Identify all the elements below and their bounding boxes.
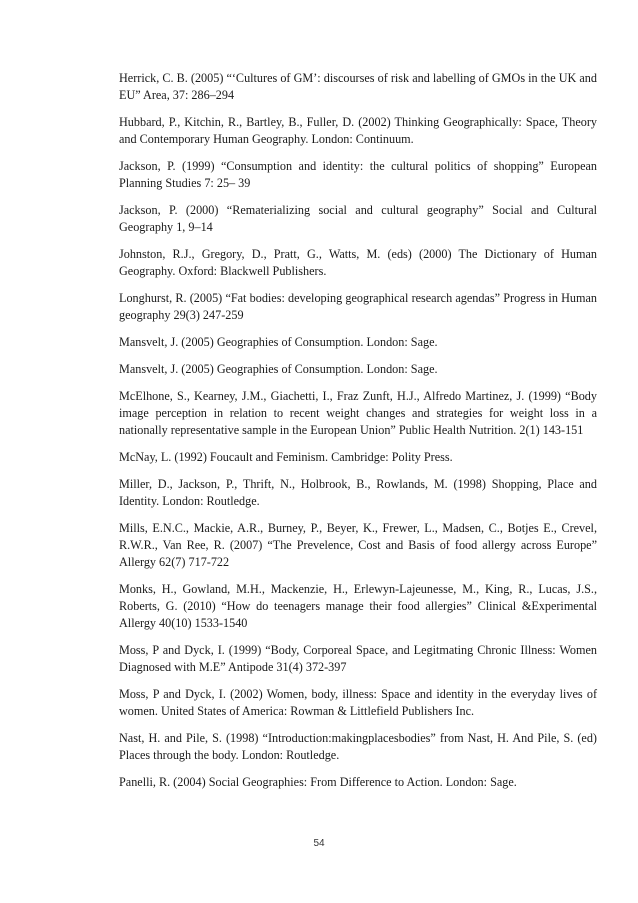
reference-entry: Hubbard, P., Kitchin, R., Bartley, B., Fuller, D. (2002) Thinking Geographically: Space, Theory and Contemporary Human Geography. London: Continuum. — [119, 115, 597, 146]
reference-entry: Jackson, P. (1999) “Consumption and identity: the cultural politics of shopping” European Planning Studies 7: 25– 39 — [119, 159, 597, 190]
reference-entry: Moss, P and Dyck, I. (2002) Women, body, illness: Space and identity in the everyday lives of women. United States of America: Rowman & Littlefield Publishers Inc. — [119, 687, 597, 718]
reference-entry: Mills, E.N.C., Mackie, A.R., Burney, P., Beyer, K., Frewer, L., Madsen, C., Botjes E., Crevel, R.W.R., Van Ree, R. (2007) “The Prevelence, Cost and Basis of food allergy across Europe” Allergy 62(7) 717-722 — [119, 521, 597, 569]
page-number: 54 — [313, 838, 325, 849]
reference-entry: Herrick, C. B. (2005) “‘Cultures of GM’: discourses of risk and labelling of GMOs in the UK and EU” Area, 37: 286–294 — [119, 71, 597, 102]
reference-entry: Nast, H. and Pile, S. (1998) “Introduction:makingplacesbodies” from Nast, H. And Pile, S. (ed) Places through the body. London: Routledge. — [119, 731, 597, 762]
reference-entry: Moss, P and Dyck, I. (1999) “Body, Corporeal Space, and Legitmating Chronic Illness: Women Diagnosed with M.E” Antipode 31(4) 372-397 — [119, 643, 597, 674]
reference-entry: Jackson, P. (2000) “Rematerializing social and cultural geography” Social and Cultural Geography 1, 9–14 — [119, 203, 597, 234]
reference-list — [119, 70, 597, 801]
reference-entry: McNay, L. (1992) Foucault and Feminism. Cambridge: Polity Press. — [119, 450, 453, 464]
reference-entry: Mansvelt, J. (2005) Geographies of Consumption. London: Sage. — [119, 362, 438, 376]
reference-entry: Monks, H., Gowland, M.H., Mackenzie, H., Erlewyn-Lajeunesse, M., King, R., Lucas, J.S., Roberts, G. (2010) “How do teenagers manage their food allergies” Clinical &Experimental Allergy 40(10) 1533-1540 — [119, 582, 597, 630]
reference-entry: Panelli, R. (2004) Social Geographies: From Difference to Action. London: Sage. — [119, 775, 517, 789]
reference-entry: Miller, D., Jackson, P., Thrift, N., Holbrook, B., Rowlands, M. (1998) Shopping, Place and Identity. London: Routledge. — [119, 477, 597, 508]
reference-entry: Longhurst, R. (2005) “Fat bodies: developing geographical research agendas” Progress in Human geography 29(3) 247-259 — [119, 291, 597, 322]
reference-entry: Mansvelt, J. (2005) Geographies of Consumption. London: Sage. — [119, 335, 438, 349]
reference-entry: Johnston, R.J., Gregory, D., Pratt, G., Watts, M. (eds) (2000) The Dictionary of Human Geography. Oxford: Blackwell Publishers. — [119, 247, 597, 278]
reference-entry: McElhone, S., Kearney, J.M., Giachetti, I., Fraz Zunft, H.J., Alfredo Martinez, J. (1999) “Body image perception in relation to recent weight changes and strategies for weight loss in a nationally representative sample in the European Union” Public Health Nutrition. 2(1) 143-151 — [119, 389, 597, 437]
